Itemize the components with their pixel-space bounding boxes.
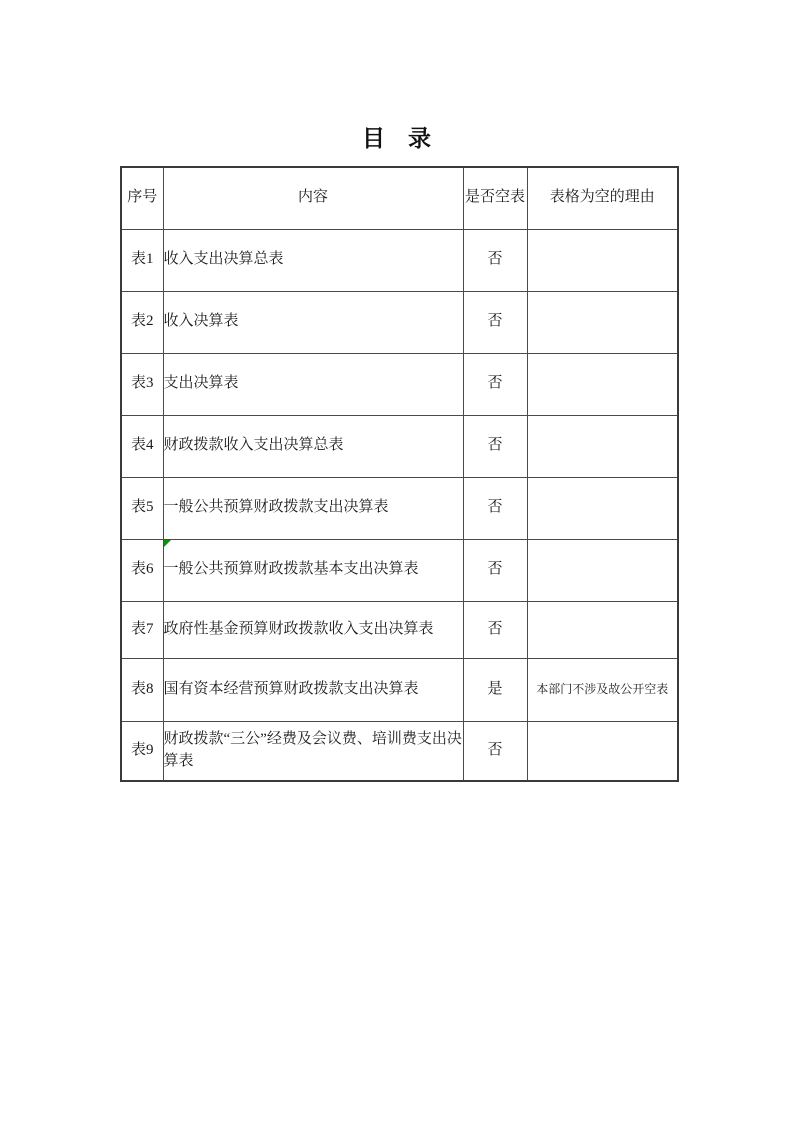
table-row xyxy=(121,415,678,477)
table-row xyxy=(121,229,678,291)
row-content-cell: 国有资本经营预算财政拨款支出决算表 xyxy=(163,658,463,721)
row-reason-cell xyxy=(527,291,678,353)
table-row xyxy=(121,291,678,353)
table-row xyxy=(121,353,678,415)
row-content-cell xyxy=(163,539,463,601)
header-serial: 序号 xyxy=(121,167,163,229)
row-reason-cell xyxy=(527,229,678,291)
cell-corner-marker xyxy=(164,540,171,547)
table-row xyxy=(121,658,678,721)
row-content-text: 一般公共预算财政拨款基本支出决算表 xyxy=(163,561,419,578)
row-reason-cell xyxy=(527,721,678,781)
row-content-cell: 财政拨款“三公”经费及会议费、培训费支出决算表 xyxy=(163,721,463,781)
header-is-empty: 是否空表 xyxy=(463,167,527,229)
row-serial-cell: 表2 xyxy=(121,291,163,353)
table-header-row xyxy=(121,167,678,229)
header-content: 内容 xyxy=(163,167,463,229)
row-content-cell: 收入决算表 xyxy=(163,291,463,353)
toc-table xyxy=(120,166,679,782)
table-row xyxy=(121,601,678,658)
row-isempty-cell: 否 xyxy=(463,601,527,658)
row-content-cell: 支出决算表 xyxy=(163,353,463,415)
row-content-cell: 一般公共预算财政拨款支出决算表 xyxy=(163,477,463,539)
row-serial-cell: 表1 xyxy=(121,229,163,291)
row-isempty-cell: 否 xyxy=(463,477,527,539)
row-isempty-cell: 是 xyxy=(463,658,527,721)
row-reason-cell xyxy=(527,477,678,539)
row-isempty-cell: 否 xyxy=(463,291,527,353)
row-serial-cell: 表8 xyxy=(121,658,163,721)
row-reason-cell: 本部门不涉及故公开空表 xyxy=(527,658,678,721)
row-isempty-cell: 否 xyxy=(463,721,527,781)
row-isempty-cell: 否 xyxy=(463,539,527,601)
page-title: 目 录 xyxy=(362,126,431,151)
row-serial-cell: 表3 xyxy=(121,353,163,415)
table-row xyxy=(121,477,678,539)
row-serial-cell: 表9 xyxy=(121,721,163,781)
row-reason-cell xyxy=(527,415,678,477)
row-isempty-cell: 否 xyxy=(463,415,527,477)
row-reason-cell xyxy=(527,601,678,658)
header-empty-reason: 表格为空的理由 xyxy=(527,167,678,229)
row-serial-cell: 表5 xyxy=(121,477,163,539)
row-content-cell: 收入支出决算总表 xyxy=(163,229,463,291)
row-serial-cell: 表4 xyxy=(121,415,163,477)
row-content-cell: 财政拨款收入支出决算总表 xyxy=(163,415,463,477)
row-reason-cell xyxy=(527,539,678,601)
table-row xyxy=(121,721,678,781)
row-reason-cell xyxy=(527,353,678,415)
table-row xyxy=(121,539,678,601)
row-content-cell: 政府性基金预算财政拨款收入支出决算表 xyxy=(163,601,463,658)
row-isempty-cell: 否 xyxy=(463,229,527,291)
row-isempty-cell: 否 xyxy=(463,353,527,415)
row-serial-cell: 表7 xyxy=(121,601,163,658)
row-serial-cell: 表6 xyxy=(121,539,163,601)
